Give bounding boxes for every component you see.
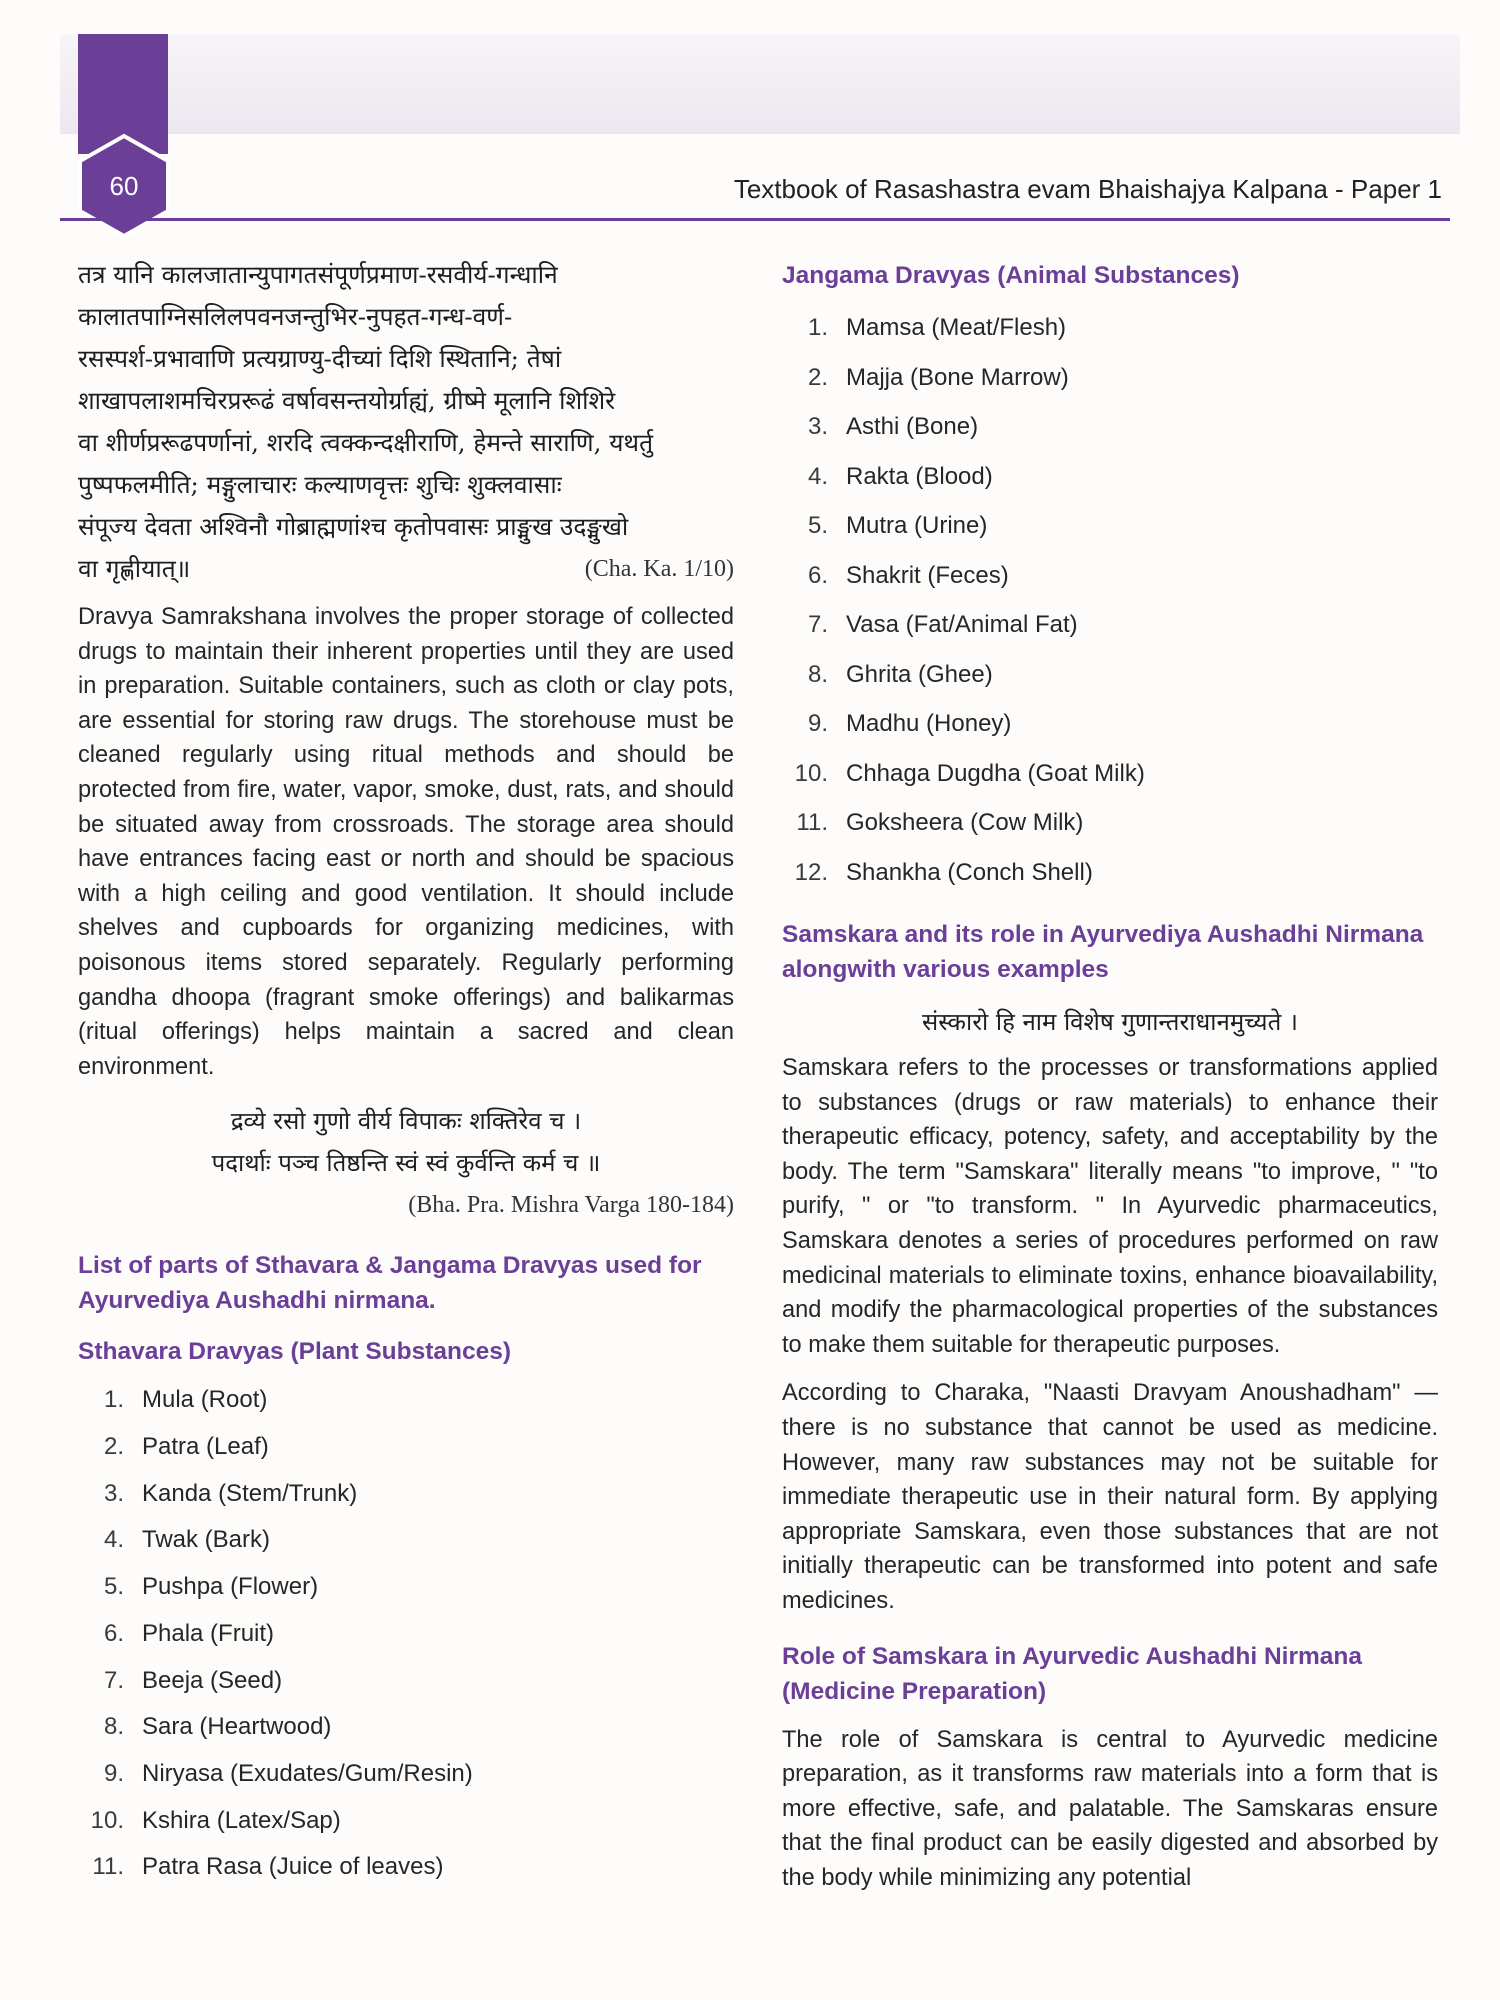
list-item [78,1704,734,1751]
running-title: Textbook of Rasashastra evam Bhaishajya Kalpana - Paper 1 [733,174,1442,204]
list-item-text: Kanda (Stem/Trunk) [142,1479,358,1507]
header-band [60,34,1460,134]
list-item-number: 8. [807,660,828,688]
list-item [78,1658,734,1705]
list-item-number: 3. [807,413,828,440]
list-item-text: Chhaga Dugdha (Goat Milk) [846,759,1145,787]
list-item [78,1611,734,1658]
list-item-text: Shakrit (Feces) [846,561,1009,589]
list-item-number: 7. [807,611,828,638]
list-item-text: Phala (Fruit) [142,1619,275,1647]
sanskrit-verse-1 [78,254,734,590]
list-item [782,749,1438,799]
page-number: 60 [109,170,139,201]
list-item-number: 12. [794,858,828,886]
list-item-number: 6. [807,561,828,589]
sthavara-list [78,1377,734,1891]
list-item-number: 9. [807,710,828,737]
list-item-number: 3. [103,1479,124,1507]
list-item-text: Goksheera (Cow Milk) [846,809,1084,836]
list-item-text: Asthi (Bone) [846,413,979,440]
list-item-text: Niryasa (Exudates/Gum/Resin) [142,1759,473,1787]
list-item-text: Madhu (Honey) [846,710,1012,737]
list-item [782,650,1438,700]
list-item [782,551,1438,601]
list-item-number: 2. [807,363,828,391]
list-item-text: Ghrita (Ghee) [846,660,993,688]
list-item [78,1517,734,1564]
list-item-number: 11. [796,809,828,836]
list-item [782,501,1438,551]
verse-line: पुष्पफलमीति; मङ्गुलाचारः कल्याणवृत्तः शुचिः शुक्लवासाः [78,470,562,499]
section-heading-role: Role of Samskara in Ayurvedic Aushadhi Nirmana (Medicine Preparation) [782,1642,1363,1705]
verse-line: शाखापलाशमचिरप्ररूढं वर्षावसन्तयोर्ग्राह्यं, ग्रीष्मे मूलानि शिशिरे [78,386,616,415]
header-rule [60,218,1450,221]
sanskrit-verse-2 [78,1100,734,1226]
list-item [782,303,1438,353]
list-item-number: 10. [794,759,828,787]
list-item-text: Patra (Leaf) [142,1433,269,1461]
list-item-text: Pushpa (Flower) [142,1573,319,1601]
list-item-text: Sara (Heartwood) [142,1713,332,1741]
list-item-number: 4. [807,462,828,490]
list-item [78,1751,734,1798]
verse-last-line [78,548,734,590]
list-item-number: 4. [103,1526,124,1554]
list-item [782,452,1438,502]
role-paragraph: The role of Samskara is central to Ayurvedic medicine preparation, as it transforms raw materials into a form that is more effective, safe, and palatable. The Samskaras ensure that the final product can be easily digested and absorbed by the body while minimizing any potential [782,1726,1438,1891]
list-item-text: Mutra (Urine) [846,512,988,539]
verse-citation: (Cha. Ka. 1/10) [584,556,734,582]
verse-line: रसस्पर्श-प्रभावाणि प्रत्यग्राण्यु-दीच्यां दिशि स्थितानि; तेषां [78,344,562,373]
list-item-number: 9. [103,1759,124,1787]
list-item-number: 2. [103,1433,124,1461]
list-item [782,848,1438,898]
right-column [782,252,1438,1895]
verse-citation: (Bha. Pra. Mishra Varga 180-184) [408,1192,734,1219]
list-item-number: 1. [807,314,828,341]
list-item-number: 6. [103,1619,124,1647]
list-item [78,1798,734,1845]
list-item-text: Rakta (Blood) [846,462,993,490]
list-item [78,1844,734,1891]
section-heading-jangama: Jangama Dravyas (Animal Substances) [782,262,1240,289]
verse-line: तत्र यानि कालजातान्युपागतसंपूर्णप्रमाण-रसवीर्य-गन्धानि [78,260,558,289]
list-item [78,1424,734,1471]
list-item [782,699,1438,749]
list-item-text: Vasa (Fat/Animal Fat) [846,611,1078,638]
list-item [782,353,1438,403]
list-item-text: Kshira (Latex/Sap) [142,1806,341,1834]
list-item-text: Beeja (Seed) [142,1666,283,1694]
samskara-paragraph: Samskara refers to the processes or transformations applied to substances (drugs or raw materials) to enhance their therapeutic efficacy, potency, safety, and acceptability by the body. The term "Samskara" literally means "to improve, " "to purify, " or "to transform. " In Ayurvedic pharmaceutics, Samskara denotes a series of procedures performed on raw medicinal materials to eliminate toxins, enhance bioavailability, and modify the pharmacological properties of the substances to make them suitable for therapeutic purposes. [782,1055,1438,1358]
charaka-paragraph: According to Charaka, "Naasti Dravyam Anoushadham" —there is no substance that cannot be used as medicine. However, many raw substances may not be suitable for immediate therapeutic use in their natural form. By applying appropriate Samskara, even those substances that are not initially therapeutic can be transformed into potent and safe medicines. [782,1380,1438,1614]
list-item [78,1377,734,1424]
verse-line: वा गृह्णीयात्॥ [78,554,191,583]
verse-line: पदार्थाः पञ्च तिष्ठन्ति स्वं स्वं कुर्वन्ति कर्म च ॥ [211,1149,601,1178]
list-item-number: 5. [103,1573,124,1601]
jangama-list [782,303,1438,897]
left-column [78,252,734,1891]
sanskrit-verse-3: संस्कारो हि नाम विशेष गुणान्तराधानमुच्यते । [921,1008,1298,1036]
verse-line: वा शीर्णप्ररूढपर्णानां, शरदि त्वक्कन्दक्षीराणि, हेमन्ते साराणि, यथर्तु [78,428,654,457]
list-item-number: 10. [90,1806,124,1834]
list-item-number: 1. [103,1386,124,1414]
list-item-text: Majja (Bone Marrow) [846,363,1069,391]
verse-line: संपूज्य देवता अश्विनौ गोब्राह्मणांश्च कृतोपवासः प्राङ्मुख उदङ्मुखो [78,512,629,541]
verse-line: कालातपाग्निसलिलपवनजन्तुभिर-नुपहत-गन्ध-वर्ण- [78,302,513,331]
list-item-number: 7. [103,1666,124,1694]
list-item-number: 5. [807,512,828,539]
list-item [78,1564,734,1611]
list-item-text: Mula (Root) [142,1386,268,1414]
list-item-text: Patra Rasa (Juice of leaves) [142,1853,444,1881]
verse-line: द्रव्ये रसो गुणो वीर्य विपाकः शक्तिरेव च । [230,1107,582,1136]
section-heading-sthavara: Sthavara Dravyas (Plant Substances) [78,1338,512,1366]
section-heading-parts: List of parts of Sthavara & Jangama Dravyas used for Ayurvediya Aushadhi nirmana. [78,1252,702,1315]
list-item-text: Shankha (Conch Shell) [846,858,1093,886]
list-item-text: Twak (Bark) [142,1526,271,1554]
list-item-text: Mamsa (Meat/Flesh) [846,314,1067,341]
list-item-number: 8. [103,1713,124,1741]
storage-paragraph: Dravya Samrakshana involves the proper storage of collected drugs to maintain their inherent properties until they are used in preparation. Suitable containers, such as cloth or clay pots, are essential for storing raw drugs. The storehouse must be cleaned regularly using ritual methods and should be protected from fire, water, vapor, smoke, dust, rats, and should be situated away from crossroads. The storage area should have entrances facing east or north and should be spacious with a high ceiling and good ventilation. It should include shelves and cupboards for organizing medicines, with poisonous items stored separately. Regularly performing gandha dhoopa (fragrant smoke offerings) and balikarmas (ritual offerings) helps maintain a sacred and clean environment. [78,604,734,1080]
list-item [782,798,1438,848]
list-item [782,600,1438,650]
list-item [782,402,1438,452]
list-item [78,1471,734,1518]
section-heading-samskara: Samskara and its role in Ayurvediya Aushadhi Nirmana alongwith various examples [782,921,1424,983]
list-item-number: 11. [92,1853,124,1881]
